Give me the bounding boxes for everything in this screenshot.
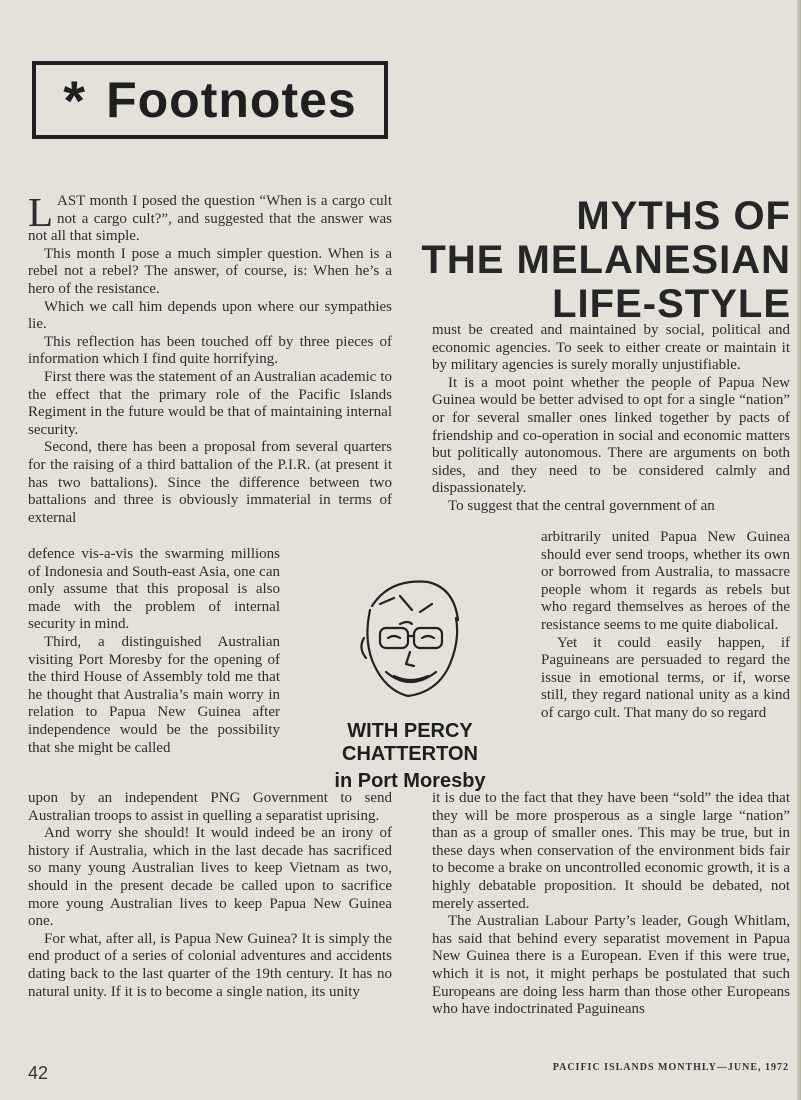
author-name: WITH PERCY CHATTERTON	[342, 720, 478, 765]
right-column-wrap	[541, 529, 790, 723]
author-caricature-illustration	[350, 568, 470, 718]
paragraph-r5: The Australian Labour Party’s leader, Gough Whitlam, has said that behind every separatist movement in Papua New Guinea there is a European. Even if this were true, which it is not, it might perhaps be postulated that such Europeans are doing less harm than those other Europeans who have indoctrinated Paguineans	[432, 913, 790, 1018]
paragraph-7-cont: upon by an independent PNG Government to send Australian troops to assist in quelling a separatist uprising.	[28, 790, 392, 824]
asterisk-icon: *	[63, 68, 87, 132]
headline-line-2: THE MELANESIAN	[421, 238, 791, 282]
page-number: 42	[28, 1063, 49, 1083]
paragraph-r2: It is a moot point whether the people of Papua New Guinea would be better advised to opt for a single “nation” or for several smaller ones linked together by pacts of friendship and co-operation in social and economic matters but politically autonomous. There are arguments on both sides, and they need to be considered calmly and dispassionately.	[432, 374, 790, 497]
paragraph-9: For what, after all, is Papua New Guinea? It is simply the end product of a series of colonial adventures and accidents dating back to the last quarter of the 19th century. It has no natural unity. If it is to become a single nation, its unity	[28, 930, 392, 1000]
left-column-top	[28, 189, 392, 527]
paragraph-5: First there was the statement of an Australian academic to the effect that the primary role of the Pacific Islands Regiment in the future would be that of maintaining internal security.	[28, 368, 392, 438]
paragraph-1: LAST month I posed the question “When is a cargo cult not a cargo cult?”, and suggested that the answer was not all that simple.	[28, 189, 392, 245]
headline-line-1: MYTHS OF	[576, 194, 791, 238]
paragraph-r3-cont: arbitrarily united Papua New Guinea should ever send troops, whether its own or borrowed from Australia, to massacre people whom it regards as rebels but who regard themselves as heroes of the resistance seems to me quite diabolical.	[541, 529, 790, 633]
paragraph-3: Which we call him depends upon where our sympathies lie.	[28, 298, 392, 333]
section-title: Footnotes	[106, 72, 357, 128]
headline-line-3: LIFE-STYLE	[552, 282, 791, 326]
paragraph-8: And worry she should! It would indeed be an irony of history if Australia, which in the last decade has sacrificed so many young Australian lives to keep Vietnam as two, should in the present decade be called upon to sacrifice more young Australian lives to keep Papua New Guinea one.	[28, 825, 392, 930]
left-column-bottom	[28, 790, 392, 1001]
byline	[290, 720, 530, 793]
magazine-footer: PACIFIC ISLANDS MONTHLY—JUNE, 1972	[552, 1062, 789, 1073]
paragraph-r4-cont: it is due to the fact that they have been “sold” the idea that they will be more prosperous as a single large “nation” than as a group of smaller ones. This may be true, but in these days when conservation of the environment bids fair to become a brake on uncontrolled economic growth, it is a highly debatable proposition. It should be debated, not merely asserted.	[432, 790, 790, 912]
paragraph-4: This reflection has been touched off by three pieces of information which I find quite horrifying.	[28, 333, 392, 368]
left-column-wrap	[28, 546, 280, 757]
paragraph-6: Second, there has been a proposal from several quarters for the raising of a third battalion of the P.I.R. (at present it has two battalions). Since the difference between two battalions and three is obviously immaterial in terms of external	[28, 439, 392, 526]
right-column-top	[432, 322, 790, 516]
author-location: in Port Moresby	[334, 770, 486, 792]
page-edge	[797, 0, 801, 1100]
right-column-bottom	[432, 790, 790, 1019]
section-header	[32, 61, 388, 139]
paragraph-7: Third, a distinguished Australian visiting Port Moresby for the opening of the third House of Assembly told me that he thought that Australia’s main worry in relation to Papua New Guinea after independence would be the possibility that she might be called	[28, 633, 280, 756]
drop-cap: L	[28, 189, 54, 235]
article-headline	[411, 194, 791, 326]
paragraph-r4: Yet it could easily happen, if Paguineans are persuaded to regard the issue in emotional terms, or if, worse still, they regard national unity as a kind of cargo cult. That many do so regard	[541, 634, 790, 721]
paragraph-r1: must be created and maintained by social, political and economic agencies. To seek to either create or maintain it by military agencies is surely morally unjustifiable.	[432, 322, 790, 374]
paragraph-6-cont: defence vis-a-vis the swarming millions of Indonesia and South-east Asia, one can only assume that this proposal is also made with the problem of internal security in mind.	[28, 546, 280, 633]
paragraph-2: This month I pose a much simpler question. When is a rebel not a rebel? The answer, of course, is: When he’s a hero of the resistance.	[28, 245, 392, 297]
paragraph-r3: To suggest that the central government of an	[448, 497, 715, 514]
